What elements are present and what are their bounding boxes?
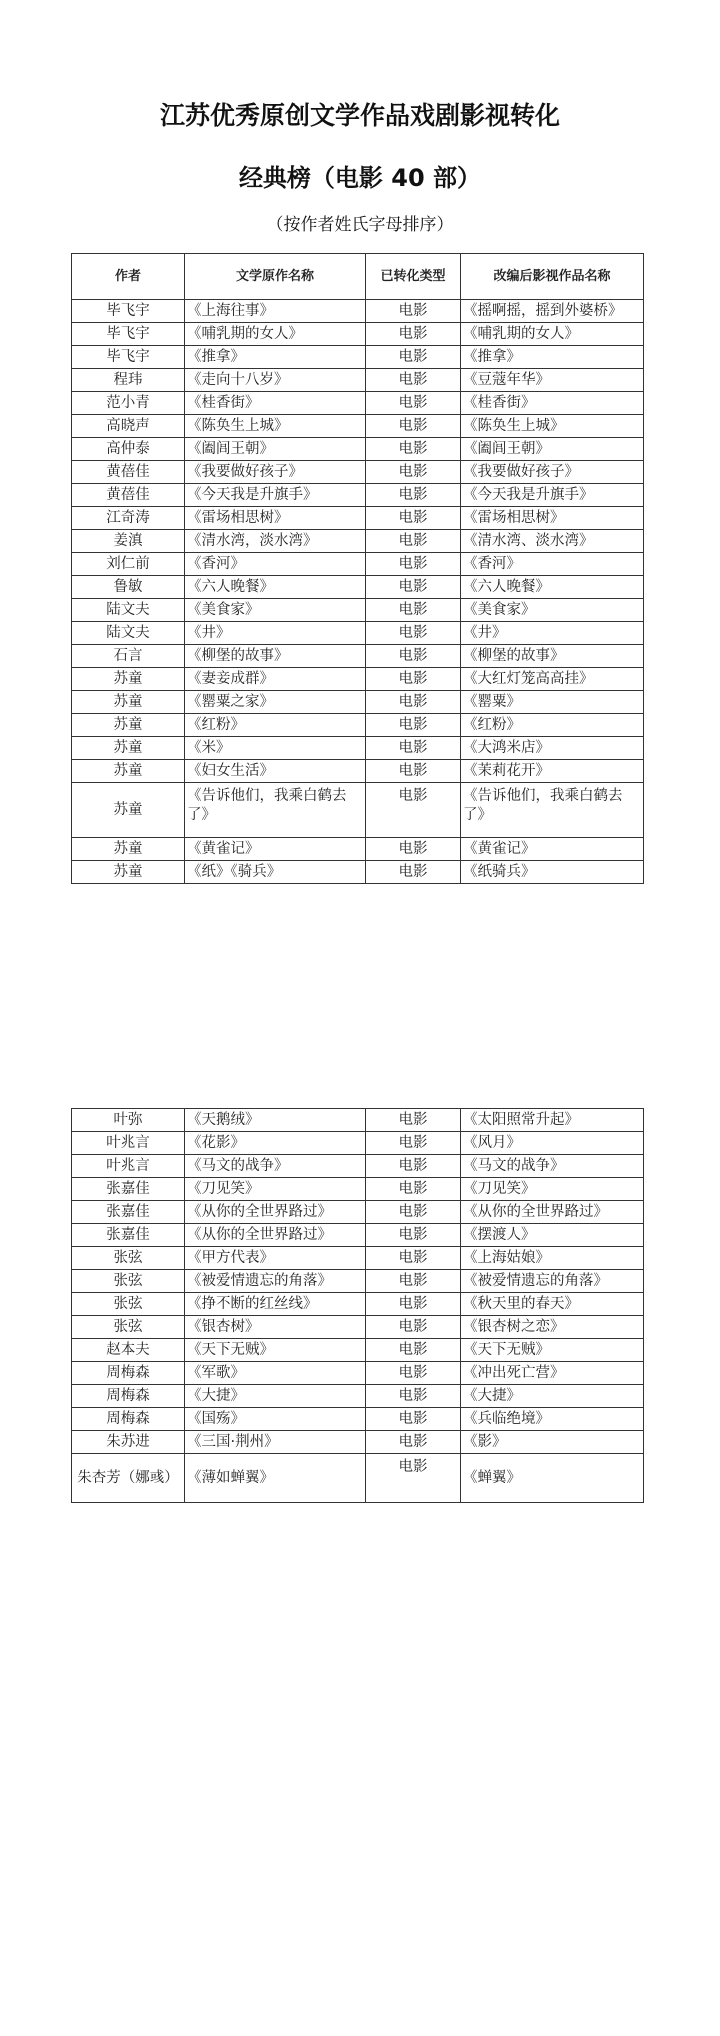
type-cell: 电影 xyxy=(366,300,461,323)
work-cell: 《六人晚餐》 xyxy=(185,576,366,599)
work-cell: 《红粉》 xyxy=(185,714,366,737)
adapted-cell: 《被爱情遗忘的角落》 xyxy=(461,1270,644,1293)
table-row xyxy=(72,1109,644,1132)
table-row xyxy=(72,645,644,668)
type-cell: 电影 xyxy=(366,783,461,838)
table-row xyxy=(72,714,644,737)
adapted-cell: 《美食家》 xyxy=(461,599,644,622)
header-adapted: 改编后影视作品名称 xyxy=(461,254,644,300)
type-cell: 电影 xyxy=(366,1155,461,1178)
adapted-cell: 《柳堡的故事》 xyxy=(461,645,644,668)
adapted-cell: 《茉莉花开》 xyxy=(461,760,644,783)
work-cell: 《军歌》 xyxy=(185,1362,366,1385)
adapted-cell: 《摇啊摇，摇到外婆桥》 xyxy=(461,300,644,323)
author-cell: 黄蓓佳 xyxy=(72,461,185,484)
type-cell: 电影 xyxy=(366,1362,461,1385)
author-cell: 毕飞宇 xyxy=(72,323,185,346)
table-row xyxy=(72,300,644,323)
table-row xyxy=(72,1316,644,1339)
author-cell: 周梅森 xyxy=(72,1385,185,1408)
work-cell: 《推拿》 xyxy=(185,346,366,369)
work-cell: 《阖闾王朝》 xyxy=(185,438,366,461)
table-row xyxy=(72,1293,644,1316)
type-cell: 电影 xyxy=(366,760,461,783)
author-cell: 张嘉佳 xyxy=(72,1224,185,1247)
author-cell: 苏童 xyxy=(72,783,185,838)
adapted-cell: 《蝉翼》 xyxy=(461,1454,644,1503)
author-cell: 周梅森 xyxy=(72,1408,185,1431)
type-cell: 电影 xyxy=(366,1408,461,1431)
table-header-row xyxy=(72,254,644,300)
author-cell: 周梅森 xyxy=(72,1362,185,1385)
table-row xyxy=(72,576,644,599)
adapted-cell: 《太阳照常升起》 xyxy=(461,1109,644,1132)
author-cell: 张弦 xyxy=(72,1316,185,1339)
adapted-cell: 《天下无贼》 xyxy=(461,1339,644,1362)
author-cell: 江奇涛 xyxy=(72,507,185,530)
author-cell: 叶兆言 xyxy=(72,1155,185,1178)
table-row xyxy=(72,1270,644,1293)
type-cell: 电影 xyxy=(366,392,461,415)
work-cell: 《妇女生活》 xyxy=(185,760,366,783)
author-cell: 范小青 xyxy=(72,392,185,415)
adapted-cell: 《风月》 xyxy=(461,1132,644,1155)
type-cell: 电影 xyxy=(366,599,461,622)
author-cell: 刘仁前 xyxy=(72,553,185,576)
adapted-cell: 《大鸿米店》 xyxy=(461,737,644,760)
table-row xyxy=(72,1201,644,1224)
adapted-cell: 《陈奂生上城》 xyxy=(461,415,644,438)
type-cell: 电影 xyxy=(366,484,461,507)
type-cell: 电影 xyxy=(366,1224,461,1247)
type-cell: 电影 xyxy=(366,461,461,484)
author-cell: 苏童 xyxy=(72,691,185,714)
work-cell: 《三国·荆州》 xyxy=(185,1431,366,1454)
adapted-cell: 《大捷》 xyxy=(461,1385,644,1408)
author-cell: 张弦 xyxy=(72,1247,185,1270)
type-cell: 电影 xyxy=(366,438,461,461)
type-cell: 电影 xyxy=(366,1132,461,1155)
type-cell: 电影 xyxy=(366,1247,461,1270)
header-author: 作者 xyxy=(72,254,185,300)
author-cell: 石言 xyxy=(72,645,185,668)
author-cell: 高仲泰 xyxy=(72,438,185,461)
table-row xyxy=(72,415,644,438)
type-cell: 电影 xyxy=(366,1339,461,1362)
adapted-cell: 《桂香街》 xyxy=(461,392,644,415)
table-row xyxy=(72,668,644,691)
adapted-cell: 《马文的战争》 xyxy=(461,1155,644,1178)
type-cell: 电影 xyxy=(366,1431,461,1454)
author-cell: 叶兆言 xyxy=(72,1132,185,1155)
table-row xyxy=(72,1155,644,1178)
adapted-cell: 《大红灯笼高高挂》 xyxy=(461,668,644,691)
adapted-cell: 《罂粟》 xyxy=(461,691,644,714)
adapted-cell: 《黄雀记》 xyxy=(461,838,644,861)
work-cell: 《挣不断的红丝线》 xyxy=(185,1293,366,1316)
table-row xyxy=(72,461,644,484)
table-row xyxy=(72,1362,644,1385)
type-cell: 电影 xyxy=(366,622,461,645)
type-cell: 电影 xyxy=(366,1454,461,1503)
author-cell: 张嘉佳 xyxy=(72,1201,185,1224)
work-cell: 《妻妾成群》 xyxy=(185,668,366,691)
work-cell: 《国殇》 xyxy=(185,1408,366,1431)
author-cell: 毕飞宇 xyxy=(72,300,185,323)
table-row xyxy=(72,1454,644,1503)
work-cell: 《甲方代表》 xyxy=(185,1247,366,1270)
table-row xyxy=(72,553,644,576)
work-cell: 《井》 xyxy=(185,622,366,645)
table-row xyxy=(72,369,644,392)
author-cell: 程玮 xyxy=(72,369,185,392)
work-cell: 《美食家》 xyxy=(185,599,366,622)
author-cell: 苏童 xyxy=(72,838,185,861)
type-cell: 电影 xyxy=(366,645,461,668)
adapted-cell: 《哺乳期的女人》 xyxy=(461,323,644,346)
adapted-cell: 《香河》 xyxy=(461,553,644,576)
work-cell: 《清水湾，淡水湾》 xyxy=(185,530,366,553)
table-row xyxy=(72,1408,644,1431)
work-cell: 《今天我是升旗手》 xyxy=(185,484,366,507)
author-cell: 鲁敏 xyxy=(72,576,185,599)
work-cell: 《柳堡的故事》 xyxy=(185,645,366,668)
author-cell: 毕飞宇 xyxy=(72,346,185,369)
work-cell: 《上海往事》 xyxy=(185,300,366,323)
adapted-cell: 《上海姑娘》 xyxy=(461,1247,644,1270)
table-row xyxy=(72,838,644,861)
author-cell: 张嘉佳 xyxy=(72,1178,185,1201)
header-type: 已转化类型 xyxy=(366,254,461,300)
table-row xyxy=(72,1431,644,1454)
work-cell: 《香河》 xyxy=(185,553,366,576)
work-cell: 《从你的全世界路过》 xyxy=(185,1201,366,1224)
table-row xyxy=(72,622,644,645)
work-cell: 《从你的全世界路过》 xyxy=(185,1224,366,1247)
table-row xyxy=(72,1247,644,1270)
work-cell: 《天鹅绒》 xyxy=(185,1109,366,1132)
table-row xyxy=(72,783,644,838)
adapted-cell: 《清水湾、淡水湾》 xyxy=(461,530,644,553)
author-cell: 苏童 xyxy=(72,714,185,737)
table-row xyxy=(72,737,644,760)
table-row xyxy=(72,484,644,507)
work-cell: 《哺乳期的女人》 xyxy=(185,323,366,346)
adapted-cell: 《从你的全世界路过》 xyxy=(461,1201,644,1224)
work-cell: 《我要做好孩子》 xyxy=(185,461,366,484)
table-row xyxy=(72,861,644,884)
type-cell: 电影 xyxy=(366,1201,461,1224)
type-cell: 电影 xyxy=(366,323,461,346)
work-cell: 《走向十八岁》 xyxy=(185,369,366,392)
type-cell: 电影 xyxy=(366,1316,461,1339)
adapted-cell: 《推拿》 xyxy=(461,346,644,369)
type-cell: 电影 xyxy=(366,415,461,438)
table-row xyxy=(72,392,644,415)
adapted-cell: 《红粉》 xyxy=(461,714,644,737)
adapted-cell: 《纸骑兵》 xyxy=(461,861,644,884)
author-cell: 苏童 xyxy=(72,668,185,691)
table-row xyxy=(72,346,644,369)
type-cell: 电影 xyxy=(366,507,461,530)
work-cell: 《马文的战争》 xyxy=(185,1155,366,1178)
type-cell: 电影 xyxy=(366,668,461,691)
author-cell: 姜滇 xyxy=(72,530,185,553)
adapted-cell: 《我要做好孩子》 xyxy=(461,461,644,484)
author-cell: 张弦 xyxy=(72,1270,185,1293)
author-cell: 张弦 xyxy=(72,1293,185,1316)
table-row xyxy=(72,438,644,461)
work-cell: 《花影》 xyxy=(185,1132,366,1155)
work-cell: 《陈奂生上城》 xyxy=(185,415,366,438)
author-cell: 赵本夫 xyxy=(72,1339,185,1362)
work-cell: 《刀见笑》 xyxy=(185,1178,366,1201)
table-row xyxy=(72,1385,644,1408)
adapted-cell: 《银杏树之恋》 xyxy=(461,1316,644,1339)
type-cell: 电影 xyxy=(366,346,461,369)
page-subtitle: （按作者姓氏字母排序） xyxy=(266,215,454,235)
work-cell: 《天下无贼》 xyxy=(185,1339,366,1362)
type-cell: 电影 xyxy=(366,1109,461,1132)
adapted-cell: 《阖闾王朝》 xyxy=(461,438,644,461)
author-cell: 陆文夫 xyxy=(72,622,185,645)
table-row xyxy=(72,1339,644,1362)
type-cell: 电影 xyxy=(366,1293,461,1316)
adapted-cell: 《今天我是升旗手》 xyxy=(461,484,644,507)
adapted-cell: 《井》 xyxy=(461,622,644,645)
author-cell: 苏童 xyxy=(72,737,185,760)
page-title-line2: 经典榜（电影 40 部） xyxy=(238,164,482,192)
type-cell: 电影 xyxy=(366,369,461,392)
work-cell: 《罂粟之家》 xyxy=(185,691,366,714)
adapted-cell: 《告诉他们，我乘白鹤去了》 xyxy=(461,783,644,838)
table-row xyxy=(72,691,644,714)
author-cell: 苏童 xyxy=(72,861,185,884)
table-row xyxy=(72,1224,644,1247)
work-cell: 《雷场相思树》 xyxy=(185,507,366,530)
type-cell: 电影 xyxy=(366,576,461,599)
work-cell: 《银杏树》 xyxy=(185,1316,366,1339)
ranking-table-part2 xyxy=(71,1108,644,1503)
adapted-cell: 《六人晚餐》 xyxy=(461,576,644,599)
adapted-cell: 《豆蔻年华》 xyxy=(461,369,644,392)
adapted-cell: 《雷场相思树》 xyxy=(461,507,644,530)
adapted-cell: 《影》 xyxy=(461,1431,644,1454)
work-cell: 《告诉他们，我乘白鹤去了》 xyxy=(185,783,366,838)
work-cell: 《黄雀记》 xyxy=(185,838,366,861)
author-cell: 朱杏芳（娜彧） xyxy=(72,1454,185,1503)
type-cell: 电影 xyxy=(366,530,461,553)
table-row xyxy=(72,323,644,346)
author-cell: 高晓声 xyxy=(72,415,185,438)
adapted-cell: 《冲出死亡营》 xyxy=(461,1362,644,1385)
adapted-cell: 《兵临绝境》 xyxy=(461,1408,644,1431)
type-cell: 电影 xyxy=(366,1270,461,1293)
type-cell: 电影 xyxy=(366,1385,461,1408)
table-row xyxy=(72,760,644,783)
adapted-cell: 《刀见笑》 xyxy=(461,1178,644,1201)
work-cell: 《米》 xyxy=(185,737,366,760)
table-row xyxy=(72,1178,644,1201)
adapted-cell: 《摆渡人》 xyxy=(461,1224,644,1247)
author-cell: 黄蓓佳 xyxy=(72,484,185,507)
ranking-table-part1 xyxy=(71,253,644,884)
type-cell: 电影 xyxy=(366,1178,461,1201)
type-cell: 电影 xyxy=(366,714,461,737)
author-cell: 朱苏进 xyxy=(72,1431,185,1454)
page-title: 江苏优秀原创文学作品戏剧影视转化 xyxy=(159,101,560,130)
table-row xyxy=(72,530,644,553)
table-row xyxy=(72,507,644,530)
type-cell: 电影 xyxy=(366,691,461,714)
work-cell: 《大捷》 xyxy=(185,1385,366,1408)
work-cell: 《被爱情遗忘的角落》 xyxy=(185,1270,366,1293)
type-cell: 电影 xyxy=(366,838,461,861)
table-row xyxy=(72,599,644,622)
table-row xyxy=(72,1132,644,1155)
author-cell: 陆文夫 xyxy=(72,599,185,622)
adapted-cell: 《秋天里的春天》 xyxy=(461,1293,644,1316)
header-work: 文学原作名称 xyxy=(185,254,366,300)
work-cell: 《薄如蝉翼》 xyxy=(185,1454,366,1503)
type-cell: 电影 xyxy=(366,861,461,884)
type-cell: 电影 xyxy=(366,737,461,760)
work-cell: 《桂香街》 xyxy=(185,392,366,415)
type-cell: 电影 xyxy=(366,553,461,576)
author-cell: 叶弥 xyxy=(72,1109,185,1132)
work-cell: 《纸》《骑兵》 xyxy=(185,861,366,884)
author-cell: 苏童 xyxy=(72,760,185,783)
